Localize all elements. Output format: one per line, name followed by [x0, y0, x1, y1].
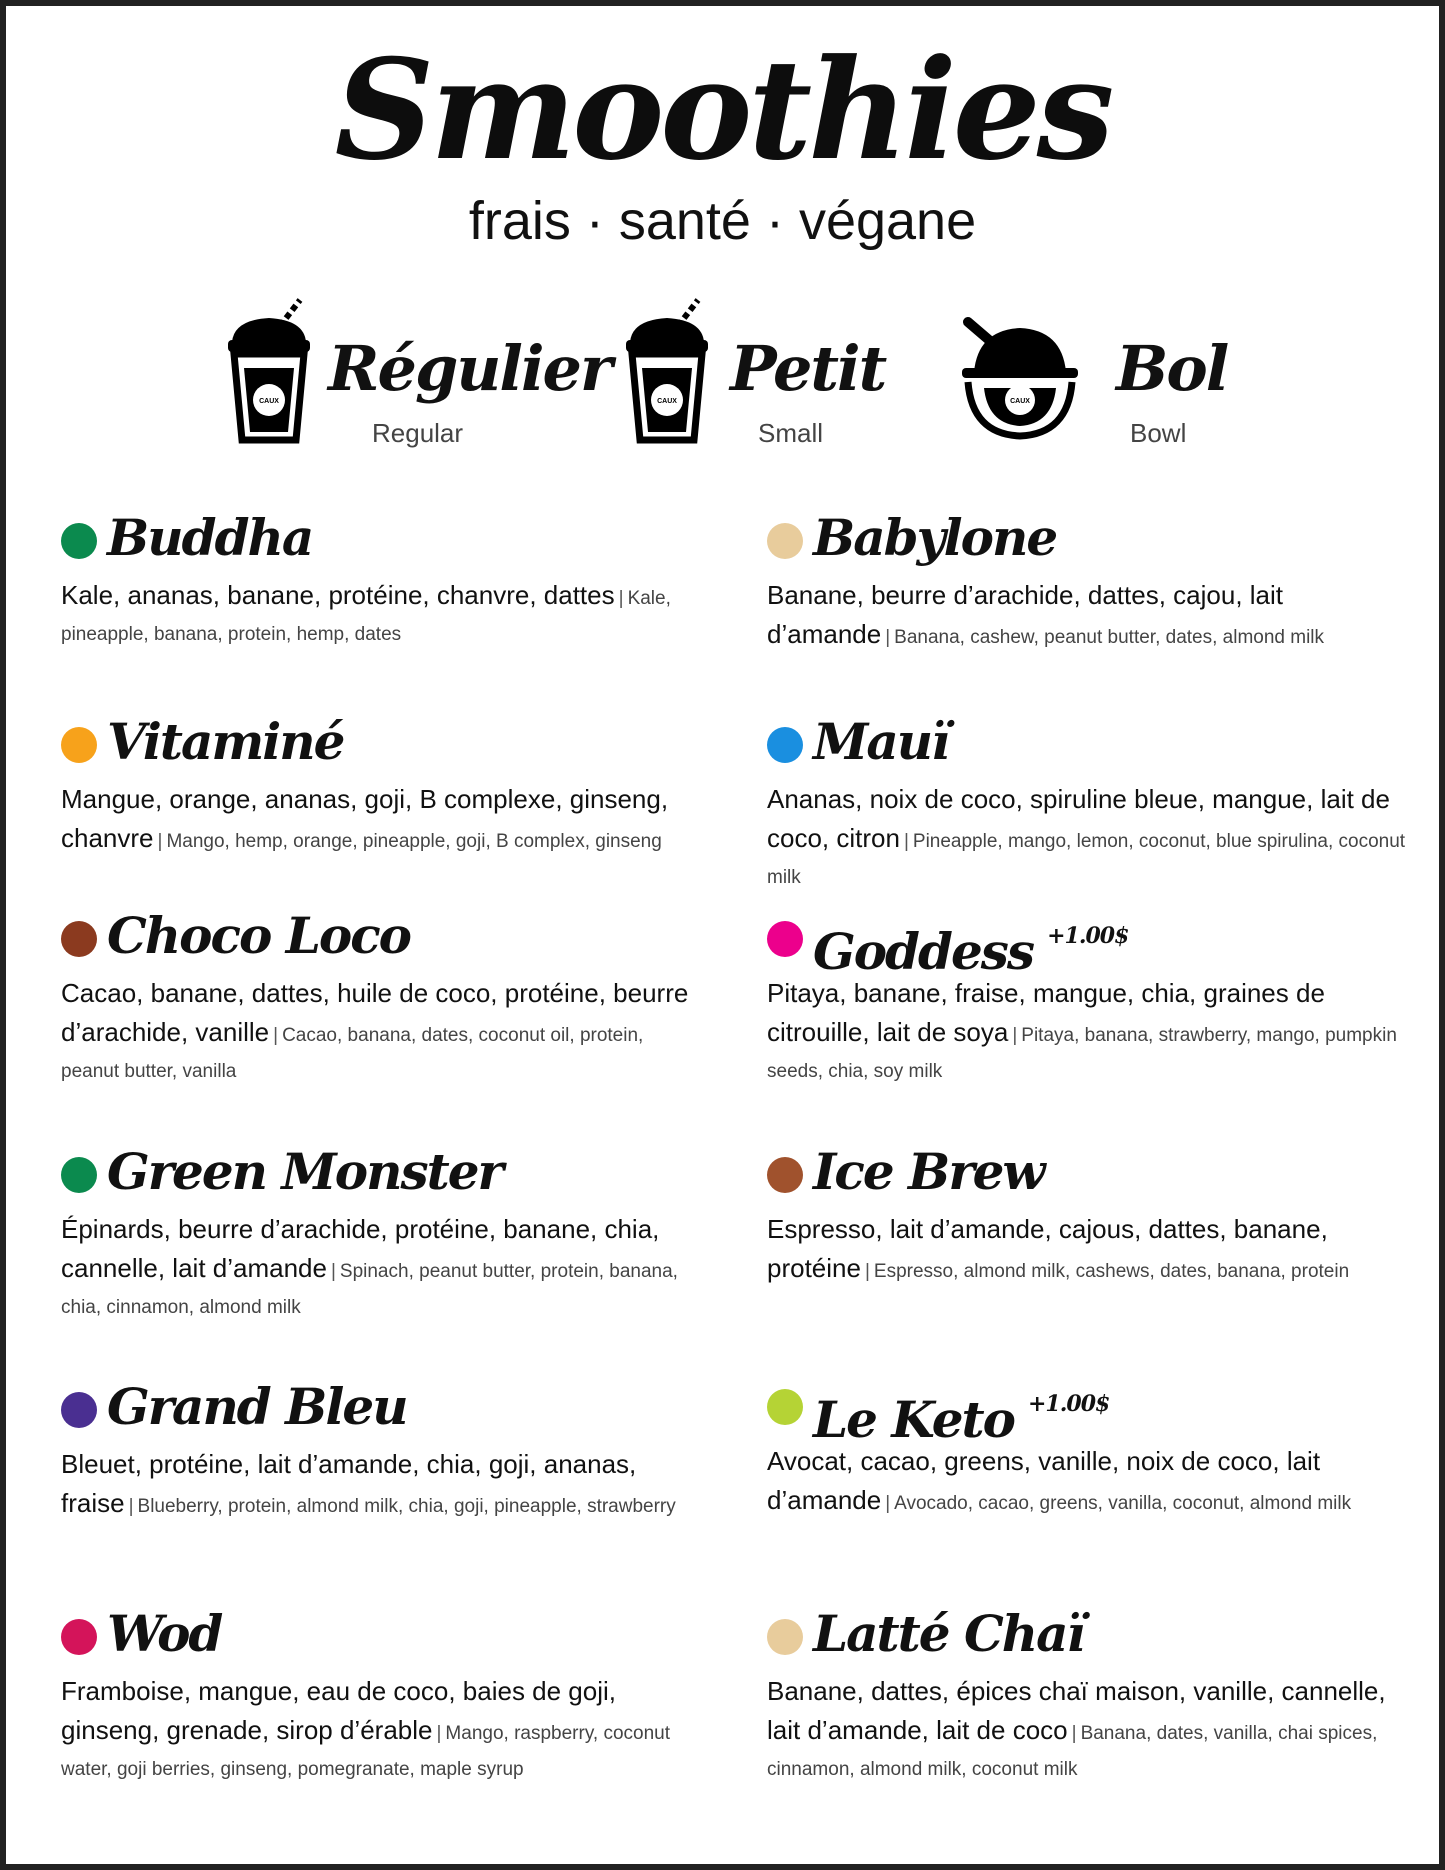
item-name: Green Monster	[107, 1142, 502, 1201]
size-name-small: Petit	[730, 332, 886, 405]
menu-item-maui	[767, 710, 1407, 896]
separator: |	[273, 1025, 279, 1046]
item-header	[61, 1375, 701, 1445]
item-name: Vitaminé	[107, 712, 344, 771]
separator: |	[903, 831, 909, 852]
item-name-text: Goddess	[813, 922, 1034, 981]
ingredients-fr: Pitaya, banane, fraise, mangue, chia, graines de citrouille, lait de soya	[767, 978, 1325, 1047]
ingredients-en: Avocado, cacao, greens, vanilla, coconut, almond milk	[894, 1493, 1352, 1514]
menu-item-buddha	[61, 506, 701, 653]
cup-logo: CAUX	[657, 398, 677, 405]
size-sub-regular: Regular	[372, 418, 464, 448]
price-surcharge: +1.00$	[1028, 1391, 1110, 1417]
size-small	[622, 296, 886, 456]
item-name: Latté Chaï	[813, 1604, 1084, 1663]
menu-item-green-monster	[61, 1140, 701, 1326]
item-name: Grand Bleu	[107, 1377, 407, 1436]
menu-item-goddess	[767, 904, 1407, 1090]
color-dot	[61, 1392, 97, 1428]
separator: |	[128, 1496, 134, 1517]
item-name: Buddha	[107, 508, 313, 567]
item-name	[813, 906, 1128, 982]
item-name: Mauï	[813, 712, 949, 771]
page-title: Smoothies	[334, 28, 1111, 191]
item-description	[61, 976, 701, 1090]
menu-item-latte-chai	[767, 1602, 1407, 1788]
ingredients-en: Cacao, banana, dates, coconut oil, protein, peanut butter, vanilla	[61, 1025, 644, 1082]
ingredients-fr: Ananas, noix de coco, spiruline bleue, mangue, lait de coco, citron	[767, 784, 1390, 853]
bowl-icon	[954, 296, 1084, 446]
item-name: Ice Brew	[813, 1142, 1044, 1201]
item-header	[767, 1140, 1407, 1210]
item-description	[767, 578, 1407, 656]
separator: |	[1071, 1723, 1077, 1744]
ingredients-fr: Épinards, beurre d’arachide, protéine, banane, chia, cannelle, lait d’amande	[61, 1214, 660, 1283]
ingredients-en: Mango, raspberry, coconut water, goji berries, ginseng, pomegranate, maple syrup	[61, 1723, 671, 1780]
menu-item-babylone	[767, 506, 1407, 656]
item-description	[61, 1447, 701, 1525]
item-header	[767, 904, 1407, 981]
size-regular	[224, 296, 611, 456]
separator: |	[1012, 1025, 1018, 1046]
item-header	[767, 1372, 1407, 1449]
item-description	[61, 1674, 701, 1788]
ingredients-fr: Kale, ananas, banane, protéine, chanvre, dattes	[61, 580, 615, 610]
ingredients-en: Mango, hemp, orange, pineapple, goji, B complex, ginseng	[166, 831, 662, 852]
ingredients-fr: Mangue, orange, ananas, goji, B complexe, ginseng, chanvre	[61, 784, 669, 853]
color-dot	[61, 1157, 97, 1193]
ingredients-en: Spinach, peanut butter, protein, banana, chia, cinnamon, almond milk	[61, 1261, 678, 1318]
color-dot	[61, 727, 97, 763]
item-header	[61, 904, 701, 974]
color-dot	[767, 523, 803, 559]
cup-icon	[224, 296, 314, 446]
ingredients-fr: Framboise, mangue, eau de coco, baies de goji, ginseng, grenade, sirop d’érable	[61, 1676, 617, 1745]
bowl-logo: CAUX	[1010, 398, 1030, 405]
color-dot	[767, 1389, 803, 1425]
size-options	[6, 296, 1439, 456]
item-description	[61, 578, 701, 653]
ingredients-en: Kale, pineapple, banana, protein, hemp, dates	[61, 588, 671, 645]
item-description	[767, 1444, 1407, 1522]
cup-icon	[622, 296, 712, 446]
size-bowl	[954, 296, 1244, 456]
size-sub-small: Small	[758, 418, 824, 448]
item-header	[61, 1602, 701, 1672]
item-name: Choco Loco	[107, 906, 410, 965]
color-dot	[61, 1619, 97, 1655]
ingredients-fr: Bleuet, protéine, lait d’amande, chia, goji, ananas, fraise	[61, 1449, 637, 1518]
item-header	[767, 1602, 1407, 1672]
item-description	[767, 782, 1407, 896]
color-dot	[61, 523, 97, 559]
ingredients-en: Blueberry, protein, almond milk, chia, goji, pineapple, strawberry	[137, 1496, 676, 1517]
size-name-bowl: Bol	[1116, 332, 1228, 405]
color-dot	[61, 921, 97, 957]
ingredients-en: Pineapple, mango, lemon, coconut, blue spirulina, coconut milk	[767, 831, 1406, 888]
separator: |	[864, 1261, 870, 1282]
menu-item-le-keto	[767, 1372, 1407, 1522]
ingredients-fr: Banane, dattes, épices chaï maison, vanille, cannelle, lait d’amande, lait de coco	[767, 1676, 1386, 1745]
item-header	[61, 506, 701, 576]
cup-logo: CAUX	[259, 398, 279, 405]
item-header	[61, 1140, 701, 1210]
ingredients-en: Espresso, almond milk, cashews, dates, banana, protein	[873, 1261, 1350, 1282]
separator: |	[436, 1723, 442, 1744]
color-dot	[767, 921, 803, 957]
ingredients-en: Pitaya, banana, strawberry, mango, pumpkin seeds, chia, soy milk	[767, 1025, 1397, 1082]
item-header	[61, 710, 701, 780]
separator: |	[330, 1261, 336, 1282]
ingredients-en: Banana, dates, vanilla, chai spices, cinnamon, almond milk, coconut milk	[767, 1723, 1378, 1780]
color-dot	[767, 1619, 803, 1655]
menu-item-wod	[61, 1602, 701, 1788]
item-name: Babylone	[813, 508, 1057, 567]
menu-item-ice-brew	[767, 1140, 1407, 1290]
item-header	[767, 506, 1407, 576]
separator: |	[157, 831, 163, 852]
size-name-regular: Régulier	[328, 332, 611, 405]
item-description	[61, 1212, 701, 1326]
item-description	[767, 1212, 1407, 1290]
menu-item-grand-bleu	[61, 1375, 701, 1525]
color-dot	[767, 727, 803, 763]
ingredients-fr: Cacao, banane, dattes, huile de coco, protéine, beurre d’arachide, vanille	[61, 978, 689, 1047]
size-sub-bowl: Bowl	[1130, 418, 1187, 448]
separator: |	[885, 627, 891, 648]
ingredients-fr: Avocat, cacao, greens, vanille, noix de coco, lait d’amande	[767, 1446, 1321, 1515]
item-header	[767, 710, 1407, 780]
item-name-text: Le Keto	[813, 1390, 1014, 1449]
item-name	[813, 1374, 1109, 1450]
menu-item-vitamine	[61, 710, 701, 860]
item-description	[61, 782, 701, 860]
ingredients-en: Banana, cashew, peanut butter, dates, almond milk	[894, 627, 1325, 648]
separator: |	[885, 1493, 891, 1514]
tagline: frais · santé · végane	[468, 191, 977, 251]
menu-item-choco-loco	[61, 904, 701, 1090]
item-description	[767, 1674, 1407, 1788]
ingredients-fr: Banane, beurre d’arachide, dattes, cajou, lait d’amande	[767, 580, 1284, 649]
color-dot	[767, 1157, 803, 1193]
price-surcharge: +1.00$	[1047, 923, 1129, 949]
ingredients-fr: Espresso, lait d’amande, cajous, dattes, banane, protéine	[767, 1214, 1328, 1283]
item-name: Wod	[107, 1604, 222, 1663]
item-description	[767, 976, 1407, 1090]
separator: |	[618, 588, 624, 609]
